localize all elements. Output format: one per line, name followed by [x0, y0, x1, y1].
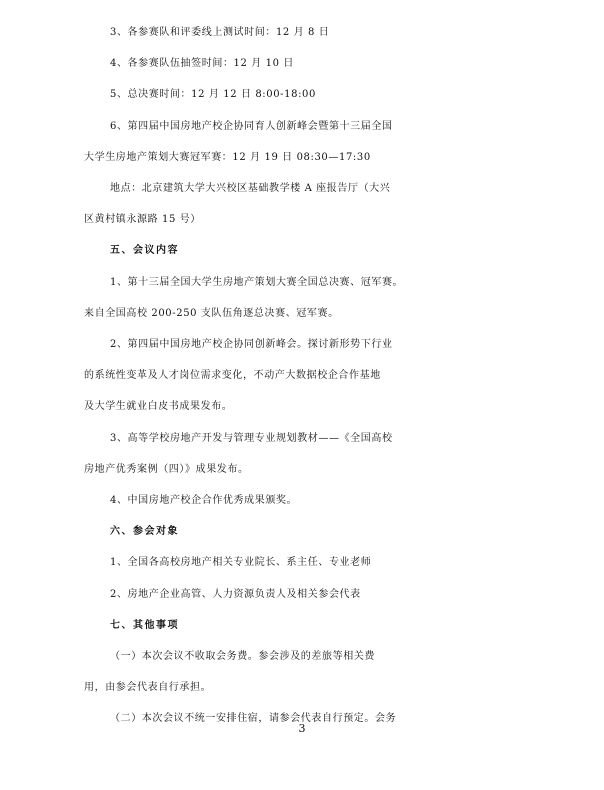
section-5-heading: 五、会议内容 [110, 245, 179, 257]
schedule-item-3: 3、各参赛队和评委线上测试时间：12 月 8 日 [110, 27, 330, 38]
section-5-p2-line-3: 及大学生就业白皮书成果发布。 [84, 401, 233, 413]
section-5-p1-line-2: 来自全国高校 200-250 支队伍角逐总决赛、冠军赛。 [84, 307, 339, 319]
section-7-p2-line-1: （二）本次会议不统一安排住宿，请参会代表自行预定。会务 [110, 713, 397, 725]
schedule-item-5: 5、总决赛时间：12 月 12 日 8:00-18:00 [110, 89, 316, 101]
section-5-p2-line-2: 的系统性变革及人才岗位需求变化，不动产大数据校企合作基地 [84, 370, 381, 382]
section-5-p3-line-2: 房地产优秀案例（四）》成果发布。 [84, 463, 249, 475]
location-line-2: 区黄村镇永源路 15 号） [84, 214, 201, 226]
schedule-item-4: 4、各参赛队伍抽签时间：12 月 10 日 [110, 58, 294, 70]
page-number: 3 [298, 722, 306, 735]
section-7-p1-line-1: （一）本次会议不收取会务费。参会涉及的差旅等相关费 [110, 651, 375, 662]
section-7-p1-line-2: 用，由参会代表自行承担。 [84, 682, 212, 694]
section-6-item-1: 1、全国各高校房地产相关专业院长、系主任、专业老师 [110, 557, 372, 569]
schedule-item-6-line-1: 6、第四届中国房地产校企协同育人创新峰会暨第十三届全国 [110, 120, 393, 132]
section-7-heading: 七、其他事项 [110, 619, 179, 631]
section-5-p1-line-1: 1、第十三届全国大学生房地产策划大赛全国总决赛、冠军赛。 [110, 276, 404, 288]
section-5-p3-line-1: 3、高等学校房地产开发与管理专业规划教材——《全国高校 [110, 432, 393, 444]
schedule-item-6-line-2: 大学生房地产策划大赛冠军赛：12 月 19 日 08:30—17:30 [84, 151, 371, 163]
location-line-1: 地点：北京建筑大学大兴校区基础教学楼 A 座报告厅（大兴 [110, 183, 391, 194]
section-5-p2-line-1: 2、第四届中国房地产校企协同创新峰会。探讨新形势下行业 [110, 339, 393, 350]
section-6-heading: 六、参会对象 [110, 526, 179, 538]
section-5-p4: 4、中国房地产校企合作优秀成果颁奖。 [110, 495, 298, 506]
section-6-item-2: 2、房地产企业高管、人力资源负责人及相关参会代表 [110, 588, 361, 600]
